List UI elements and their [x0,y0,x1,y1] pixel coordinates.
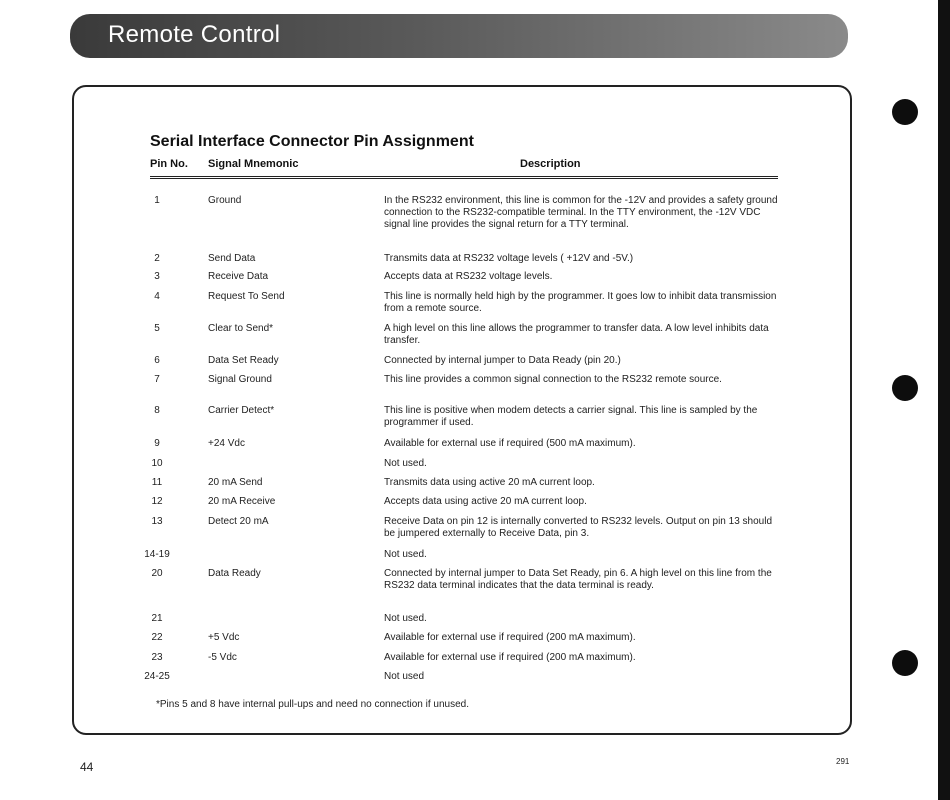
pin-description: Not used. [384,549,427,560]
footnote: *Pins 5 and 8 have internal pull-ups and need no connection if unused. [156,699,470,710]
pin-number: 6 [154,355,160,366]
pin-description: Accepts data using active 20 mA current loop. [384,496,587,507]
pin-description: Available for external use if required (500 mA maximum). [384,438,636,449]
page-number-left: 44 [80,760,94,774]
pin-description: Not used. [384,458,427,469]
pin-description: Available for external use if required (200 mA maximum). [384,652,636,663]
signal-mnemonic: +24 Vdc [208,438,245,449]
binder-hole [892,375,918,401]
signal-mnemonic: Data Ready [208,568,261,579]
pin-description: Connected by internal jumper to Data Ready (pin 20.) [384,355,621,366]
header-pin: Pin No. [150,158,188,170]
pin-number: 9 [154,438,160,449]
pin-number: 10 [151,458,163,469]
pin-number: 3 [154,271,160,282]
pin-number: 2 [154,253,160,264]
signal-mnemonic: Request To Send [208,291,285,302]
pin-description: Transmits data using active 20 mA current loop. [384,477,595,488]
pin-description: Receive Data on pin 12 is internally converted to RS232 levels. Output on pin 13 should be jumpered externally to Receive Data, pin 3. [384,516,773,539]
signal-mnemonic: 20 mA Send [208,477,263,488]
pin-number: 22 [151,632,163,643]
pin-number: 21 [151,613,163,624]
page-number-right: 291 [836,757,850,766]
pin-number: 11 [151,477,163,488]
pin-description: This line is positive when modem detects a carrier signal. This line is sampled by the programmer if used. [384,405,758,428]
binder-hole [892,99,918,125]
pin-description: Not used [384,671,425,682]
signal-mnemonic: Detect 20 mA [208,516,269,527]
pin-number: 4 [154,291,160,302]
signal-mnemonic: +5 Vdc [208,632,240,643]
pin-number: 13 [151,516,163,527]
pin-description: A high level on this line allows the programmer to transfer data. A low level inhibits data transfer. [384,323,769,346]
pin-number: 24-25 [144,671,170,682]
pin-description: Connected by internal jumper to Data Set Ready, pin 6. A high level on this line from the RS232 data terminal indicates that the data terminal is ready. [384,568,772,591]
pin-number: 20 [151,568,163,579]
pin-number: 23 [151,652,163,663]
pin-number: 7 [154,374,160,385]
section-title: Serial Interface Connector Pin Assignment [150,133,474,150]
pin-number: 5 [154,323,160,334]
section-banner [70,14,848,58]
pin-number: 1 [154,195,160,206]
signal-mnemonic: Clear to Send* [208,323,274,334]
pin-number: 14-19 [144,549,170,560]
signal-mnemonic: Carrier Detect* [208,405,275,416]
signal-mnemonic: -5 Vdc [208,652,237,663]
header-description: Description [520,158,581,170]
pin-description: Not used. [384,613,427,624]
signal-mnemonic: Signal Ground [208,374,272,385]
content-panel [72,85,852,735]
signal-mnemonic: Send Data [208,253,256,264]
pin-description: Accepts data at RS232 voltage levels. [384,271,553,282]
header-rule [150,176,778,179]
signal-mnemonic: Receive Data [208,271,269,282]
header-mnemonic: Signal Mnemonic [208,158,299,170]
page-edge-bar [938,0,950,800]
banner-title: Remote Control [108,21,281,48]
pin-description: This line provides a common signal connection to the RS232 remote source. [384,374,722,385]
pin-description: Available for external use if required (200 mA maximum). [384,632,636,643]
pin-description: In the RS232 environment, this line is common for the -12V and provides a safety ground connection to the RS232-compatible terminal. In the TTY environment, the -12V VDC signal line provides the signal return for a TTY terminal. [384,195,778,230]
pin-number: 8 [154,405,160,416]
pin-description: This line is normally held high by the programmer. It goes low to inhibit data transmission from a remote source. [384,291,777,314]
pin-number: 12 [151,496,163,507]
signal-mnemonic: 20 mA Receive [208,496,276,507]
signal-mnemonic: Ground [208,195,242,206]
binder-hole [892,650,918,676]
signal-mnemonic: Data Set Ready [208,355,279,366]
pin-description: Transmits data at RS232 voltage levels ( +12V and -5V.) [384,253,634,264]
